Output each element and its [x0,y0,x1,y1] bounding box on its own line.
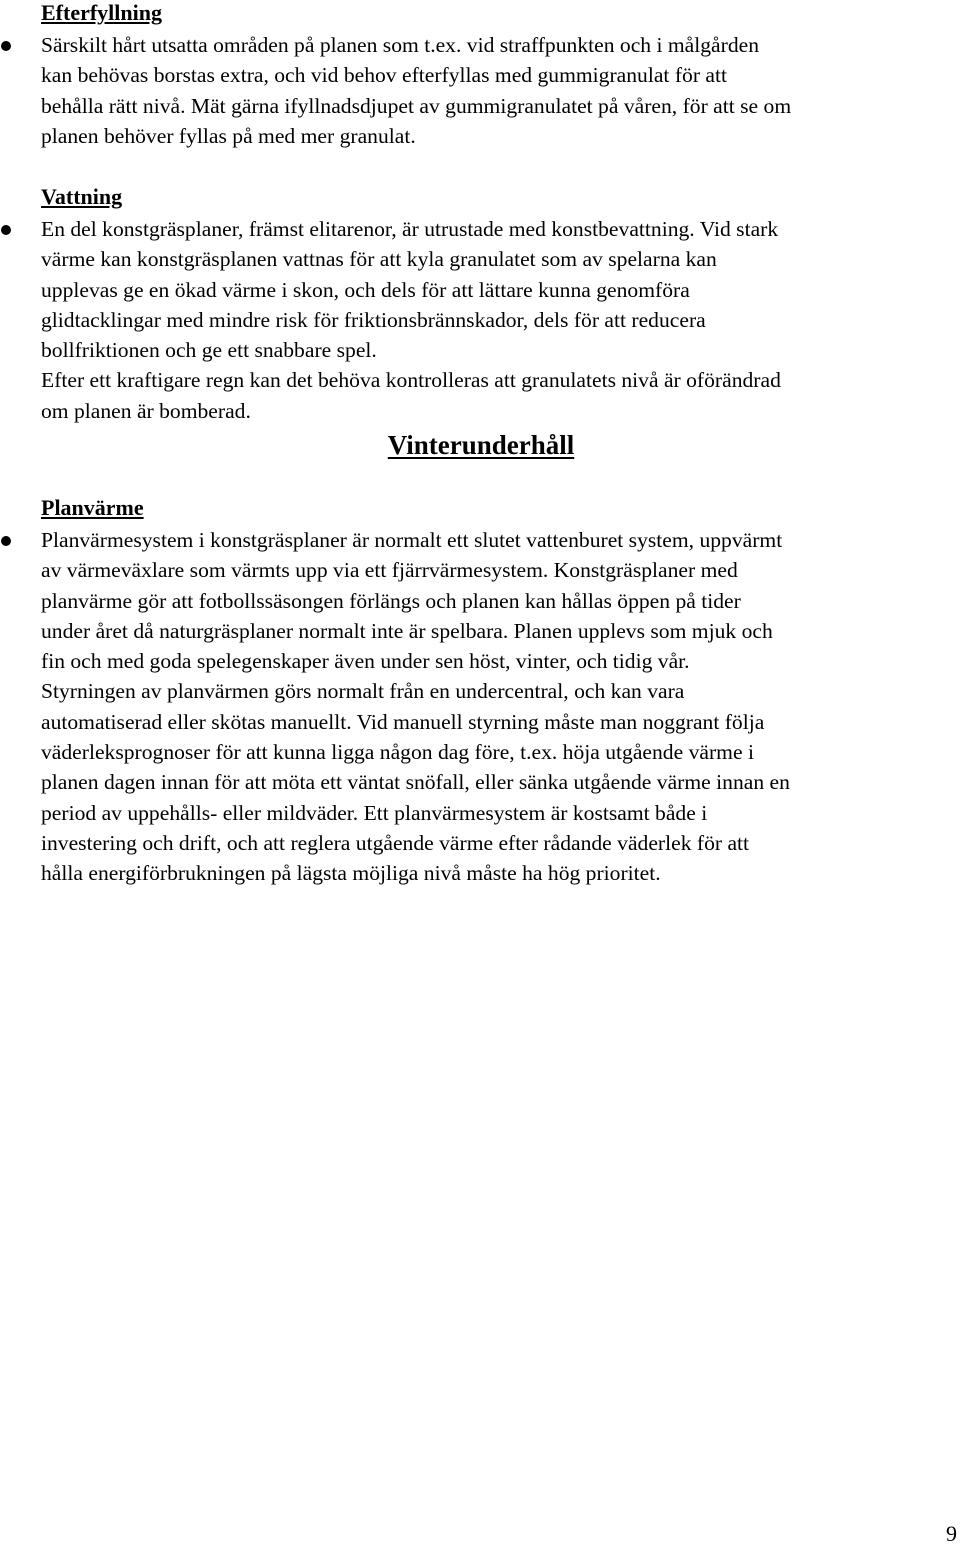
text-line: väderleksprognoser för att kunna ligga någon dag före, t.ex. höja utgående värme i [41,740,754,765]
text-line: Planvärmesystem i konstgräsplaner är normalt ett slutet vattenburet system, uppvärmt [41,528,783,552]
text-line: kan behövas borstas extra, och vid behov efterfyllas med gummigranulat för att [41,63,727,88]
text-line: automatiserad eller skötas manuellt. Vid manuell styrning måste man noggrant följa [41,709,765,734]
text-line: fin och med goda spelegenskaper även under sen höst, vinter, och tidig vår. [41,649,690,674]
paragraph-efterfyllning [41,30,960,151]
text-line: hålla energiförbrukningen på lägsta möjliga nivå måste ha hög prioritet. [41,861,661,886]
page-number: 9 [946,1521,957,1546]
paragraph-vattning [41,214,960,426]
text-line: En del konstgräsplaner, främst elitarenor, är utrustade med konstbevattning. Vid stark [41,217,779,241]
heading-planvarme: Planvärme [41,495,144,520]
heading-vinterunderhall: Vinterunderhåll [387,430,575,460]
paragraph-planvarme [41,525,960,889]
text-line: planvärme gör att fotbollssäsongen förlängs och planen kan hållas öppen på tider [41,588,741,613]
heading-vattning: Vattning [41,184,123,209]
text-line: glidtacklingar med mindre risk för friktionsbrännskador, dels för att reducera [41,307,706,332]
text-line: värme kan konstgräsplanen vattnas för att kyla granulatet som av spelarna kan [41,247,717,272]
text-line: Särskilt hårt utsatta områden på planen som t.ex. vid straffpunkten och i målgården [41,33,760,57]
bullet-icon [1,41,11,51]
text-line: Efter ett kraftigare regn kan det behöva kontrolleras att granulatets nivå är oförändrad [41,368,781,393]
text-line: investering och drift, och att reglera utgående värme efter rådande väderlek för att [41,830,750,855]
text-line: behålla rätt nivå. Mät gärna ifyllnadsdjupet av gummigranulatet på våren, för att se om [41,93,792,118]
text-line: under året då naturgräsplaner normalt inte är spelbara. Planen upplevs som mjuk och [41,618,773,643]
heading-efterfyllning: Efterfyllning [41,0,162,25]
text-line: planen behöver fyllas på med mer granulat. [41,123,416,148]
text-line: bollfriktionen och ge ett snabbare spel. [41,338,377,363]
text-line: om planen är bomberad. [41,398,251,423]
text-line: av värmeväxlare som värmts upp via ett fjärrvärmesystem. Konstgräsplaner med [41,558,738,583]
text-line: planen dagen innan för att möta ett väntat snöfall, eller sänka utgående värme innan en [41,770,790,795]
text-line: Styrningen av planvärmen görs normalt från en undercentral, och kan vara [41,679,685,704]
text-line: period av uppehålls- eller mildväder. Ett planvärmesystem är kostsamt både i [41,800,708,825]
bullet-icon [1,225,11,235]
bullet-icon [1,536,11,546]
text-line: upplevas ge en ökad värme i skon, och dels för att lättare kunna genomföra [41,277,690,302]
